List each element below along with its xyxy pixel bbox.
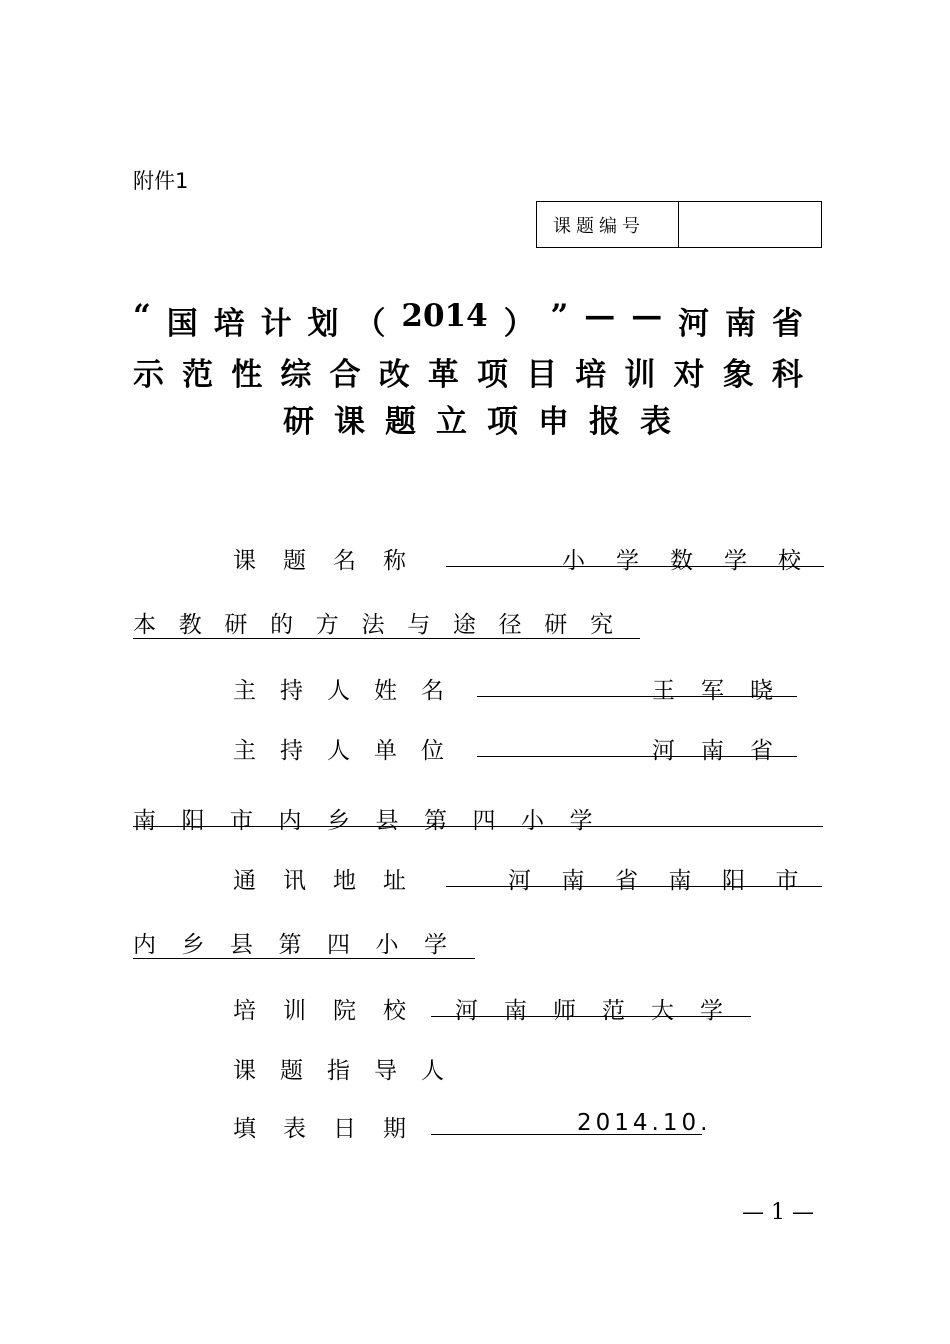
title-char: 国: [166, 306, 198, 342]
title-char: —: [584, 298, 616, 334]
title-char: 革: [427, 357, 459, 393]
address-value-part1[interactable]: 河南省南阳市: [508, 868, 829, 894]
training-school-label: 培训院校: [233, 998, 433, 1024]
title-char: ）: [503, 306, 535, 342]
address-label: 通讯地址: [233, 868, 433, 894]
title-char: 对: [673, 357, 705, 393]
page-number: — 1 —: [742, 1200, 814, 1225]
title-char: 改: [378, 357, 410, 393]
title-char: 2014: [401, 298, 488, 334]
title-char: 范: [182, 357, 214, 393]
title-char: 科: [771, 357, 803, 393]
host-unit-label: 主持人单位: [233, 738, 468, 764]
title-char: 合: [329, 357, 361, 393]
address-value-part2[interactable]: 内乡县第四小学: [133, 932, 473, 958]
title-char: “: [133, 298, 151, 334]
title-char: 计: [260, 306, 292, 342]
title-char: 目: [526, 357, 558, 393]
host-unit-value-part2[interactable]: 南阳市内乡县第四小学: [133, 808, 618, 834]
training-school-value[interactable]: 河南师范大学: [455, 998, 749, 1024]
attachment-label: 附件1: [133, 169, 189, 193]
fill-date-label: 填表日期: [233, 1116, 433, 1142]
title-char: 象: [722, 357, 754, 393]
title-char: 综: [280, 357, 312, 393]
fill-date-value[interactable]: 2014.10.: [577, 1110, 712, 1136]
title-char: 训: [624, 357, 656, 393]
host-unit-value-part1[interactable]: 河南省: [652, 738, 799, 764]
topic-code-label: 课题编号: [537, 202, 679, 247]
title-char: （: [354, 306, 386, 342]
topic-code-box: [536, 201, 822, 248]
title-char: 性: [231, 357, 263, 393]
title-char: 示: [133, 357, 164, 393]
topic-name-label: 课题名称: [233, 548, 433, 574]
title-char: 南: [725, 306, 757, 342]
topic-name-value-part2[interactable]: 本教研的方法与途径研究: [133, 612, 640, 639]
title-line-3: 研课题立项申报表: [283, 404, 691, 440]
host-name-value[interactable]: 王军晓: [652, 678, 799, 704]
title-char: 划: [307, 306, 339, 342]
topic-name-value-part1[interactable]: 小学数学校: [562, 548, 832, 574]
host-name-label: 主持人姓名: [233, 678, 468, 704]
title-char: 河: [678, 306, 710, 342]
topic-code-value[interactable]: [679, 202, 821, 247]
title-char: 培: [213, 306, 245, 342]
title-line-2: [133, 349, 803, 394]
title-char: 项: [476, 357, 508, 393]
advisor-label: 课题指导人: [233, 1058, 468, 1084]
title-char: —: [631, 298, 663, 334]
title-char: 培: [575, 357, 607, 393]
title-line-1: [133, 298, 803, 343]
title-char: 省: [771, 306, 803, 342]
title-char: ”: [550, 298, 569, 334]
